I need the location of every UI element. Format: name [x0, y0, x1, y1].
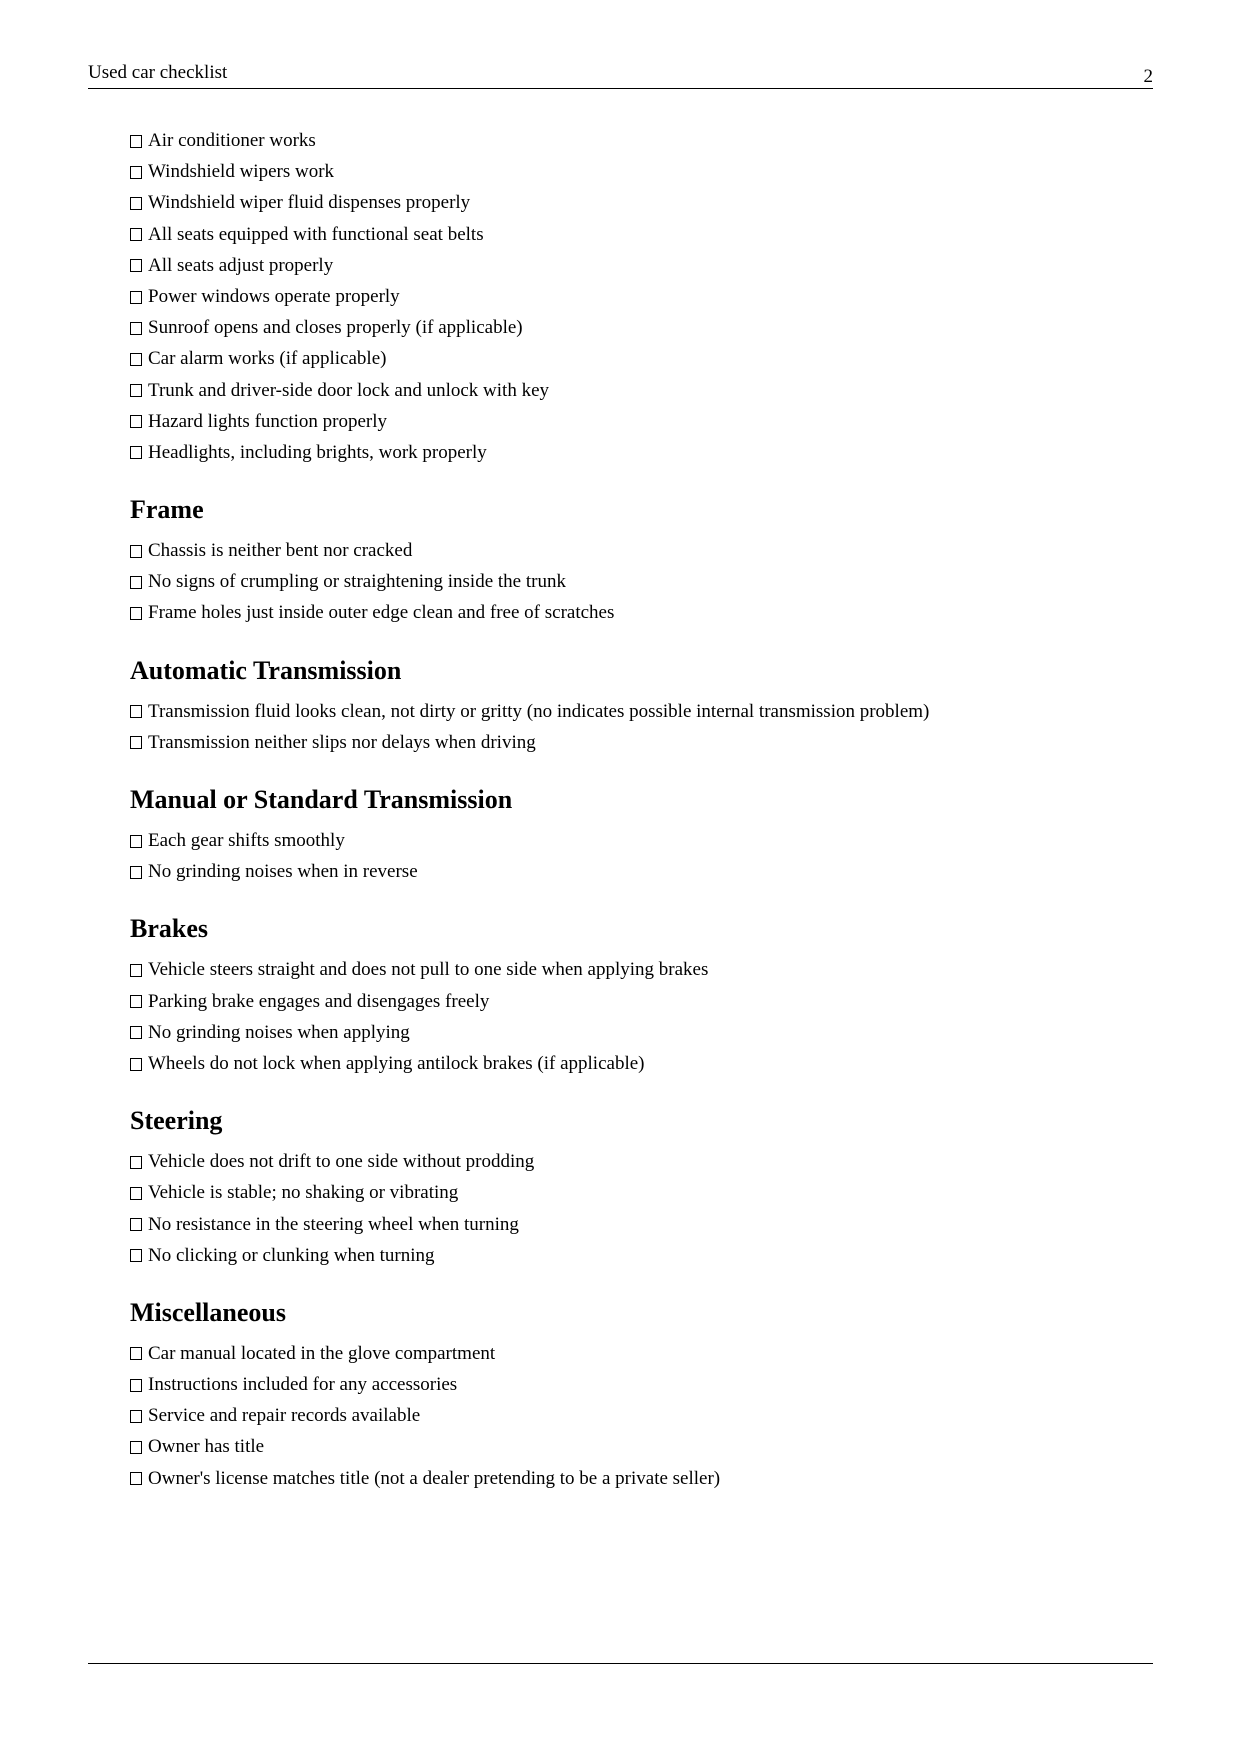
- checklist-item: [130, 1400, 1130, 1431]
- checkbox-icon[interactable]: [130, 353, 142, 366]
- checklist-item-label: No signs of crumpling or straightening inside the trunk: [148, 571, 566, 593]
- section-heading: Miscellaneous: [130, 1297, 286, 1327]
- checklist-item-label: No grinding noises when in reverse: [148, 861, 418, 883]
- checklist-item: [130, 343, 1130, 374]
- checkbox-icon[interactable]: [130, 1441, 142, 1454]
- section-heading: Frame: [130, 495, 204, 525]
- checklist-item-label: Windshield wiper fluid dispenses properly: [148, 192, 471, 214]
- checkbox-icon[interactable]: [130, 1379, 142, 1392]
- checklist-item: [130, 125, 1130, 156]
- checkbox-icon[interactable]: [130, 835, 142, 848]
- checkbox-icon[interactable]: [130, 446, 142, 459]
- checklist-item: [130, 825, 1130, 856]
- checklist-item: [130, 1177, 1130, 1208]
- checklist-item: [130, 856, 1130, 887]
- checklist-item: [130, 1048, 1130, 1079]
- checkbox-icon[interactable]: [130, 259, 142, 272]
- checkbox-icon[interactable]: [130, 1249, 142, 1262]
- page-header: [88, 58, 1153, 89]
- checkbox-icon[interactable]: [130, 1058, 142, 1071]
- checklist-item-label: Owner's license matches title (not a dealer pretending to be a private seller): [148, 1467, 721, 1489]
- checkbox-icon[interactable]: [130, 736, 142, 749]
- checkbox-icon[interactable]: [130, 866, 142, 879]
- checklist-item-label: Transmission neither slips nor delays when driving: [148, 731, 536, 753]
- checklist-item: [130, 1369, 1130, 1400]
- section-steering: [130, 1106, 1130, 1271]
- checkbox-icon[interactable]: [130, 135, 142, 148]
- checkbox-icon[interactable]: [130, 1156, 142, 1169]
- checklist-item-label: Parking brake engages and disengages freely: [148, 990, 490, 1012]
- checklist-item: [130, 1209, 1130, 1240]
- checkbox-icon[interactable]: [130, 384, 142, 397]
- checklist-item: [130, 219, 1130, 250]
- checkbox-icon[interactable]: [130, 705, 142, 718]
- section-manual-or-standard-transmission: [130, 785, 1130, 887]
- checkbox-icon[interactable]: [130, 1472, 142, 1485]
- checklist-item: [130, 1338, 1130, 1369]
- checkbox-icon[interactable]: [130, 1410, 142, 1423]
- checkbox-icon[interactable]: [130, 964, 142, 977]
- checkbox-icon[interactable]: [130, 415, 142, 428]
- checkbox-icon[interactable]: [130, 228, 142, 241]
- checklist-item-label: Sunroof opens and closes properly (if applicable): [148, 317, 523, 339]
- checklist-item-label: All seats adjust properly: [148, 254, 334, 276]
- checklist-item-label: Trunk and driver-side door lock and unlock with key: [148, 379, 550, 401]
- checklist-item-label: Vehicle does not drift to one side without prodding: [148, 1151, 535, 1173]
- checklist-item: [130, 1240, 1130, 1271]
- section-heading: Steering: [130, 1106, 223, 1136]
- section-heading: Automatic Transmission: [130, 655, 402, 685]
- checklist-item: [130, 375, 1130, 406]
- checklist-item: [130, 727, 1130, 758]
- checkbox-icon[interactable]: [130, 607, 142, 620]
- checklist-item: [130, 1146, 1130, 1177]
- section-heading: Brakes: [130, 914, 208, 944]
- checkbox-icon[interactable]: [130, 1347, 142, 1360]
- checklist-item-label: No clicking or clunking when turning: [148, 1244, 435, 1266]
- checklist-item-label: Air conditioner works: [148, 130, 316, 151]
- checklist-sections: [130, 495, 1130, 1494]
- checkbox-icon[interactable]: [130, 545, 142, 558]
- document-title: Used car checklist: [88, 62, 228, 83]
- checklist-item-label: Car manual located in the glove compartment: [148, 1342, 496, 1364]
- checklist-item-label: Wheels do not lock when applying antilock brakes (if applicable): [148, 1052, 645, 1074]
- checklist-item: [130, 312, 1130, 343]
- checklist-item: [130, 250, 1130, 281]
- section-miscellaneous: [130, 1298, 1130, 1494]
- checklist-item: [130, 187, 1130, 218]
- checklist-item: [130, 1431, 1130, 1462]
- checklist-item-label: Each gear shifts smoothly: [148, 830, 345, 851]
- checklist-item: [130, 1463, 1130, 1494]
- checklist-item: [130, 156, 1130, 187]
- page-number: 2: [1143, 66, 1153, 87]
- checklist-item: [130, 1017, 1130, 1048]
- checkbox-icon[interactable]: [130, 1187, 142, 1200]
- checklist-item: [130, 696, 1130, 727]
- section-frame: [130, 495, 1130, 629]
- checkbox-icon[interactable]: [130, 197, 142, 210]
- checklist-item-label: Hazard lights function properly: [148, 410, 388, 432]
- checklist-item: [130, 281, 1130, 312]
- checklist-item-label: Instructions included for any accessories: [148, 1374, 458, 1396]
- checklist-item: [130, 406, 1130, 437]
- checklist-item: [130, 535, 1130, 566]
- checklist-content: [130, 125, 1130, 1494]
- footer-divider: [88, 1663, 1153, 1664]
- checklist-item-label: Chassis is neither bent nor cracked: [148, 540, 413, 562]
- checklist-item-label: Transmission fluid looks clean, not dirty or gritty (no indicates possible internal transmission problem): [148, 700, 930, 722]
- checklist-item: [130, 986, 1130, 1017]
- checklist-item-label: Windshield wipers work: [148, 161, 335, 183]
- checklist-item-label: No resistance in the steering wheel when turning: [148, 1213, 519, 1235]
- checkbox-icon[interactable]: [130, 995, 142, 1008]
- checklist-item-label: Owner has title: [148, 1436, 265, 1458]
- checklist-item-label: Service and repair records available: [148, 1405, 421, 1427]
- checklist-item: [130, 566, 1130, 597]
- checklist-item-label: Car alarm works (if applicable): [148, 348, 387, 370]
- checkbox-icon[interactable]: [130, 1026, 142, 1039]
- checklist-item: [130, 437, 1130, 468]
- checklist-item-label: Vehicle steers straight and does not pull to one side when applying brakes: [148, 959, 709, 981]
- checkbox-icon[interactable]: [130, 291, 142, 304]
- intro-checklist: [130, 125, 1130, 468]
- checkbox-icon[interactable]: [130, 322, 142, 335]
- section-brakes: [130, 914, 1130, 1079]
- checklist-item-label: Power windows operate properly: [148, 285, 400, 307]
- checklist-item-label: No grinding noises when applying: [148, 1021, 410, 1043]
- checklist-item: [130, 954, 1130, 985]
- checklist-item: [130, 597, 1130, 628]
- checklist-item-label: Frame holes just inside outer edge clean and free of scratches: [148, 602, 615, 624]
- checklist-item-label: All seats equipped with functional seat belts: [148, 223, 484, 245]
- section-heading: Manual or Standard Transmission: [130, 785, 513, 814]
- section-automatic-transmission: [130, 656, 1130, 758]
- checkbox-icon[interactable]: [130, 166, 142, 179]
- checkbox-icon[interactable]: [130, 576, 142, 589]
- checkbox-icon[interactable]: [130, 1218, 142, 1231]
- checklist-item-label: Vehicle is stable; no shaking or vibrating: [148, 1182, 459, 1204]
- checklist-item-label: Headlights, including brights, work properly: [148, 441, 487, 463]
